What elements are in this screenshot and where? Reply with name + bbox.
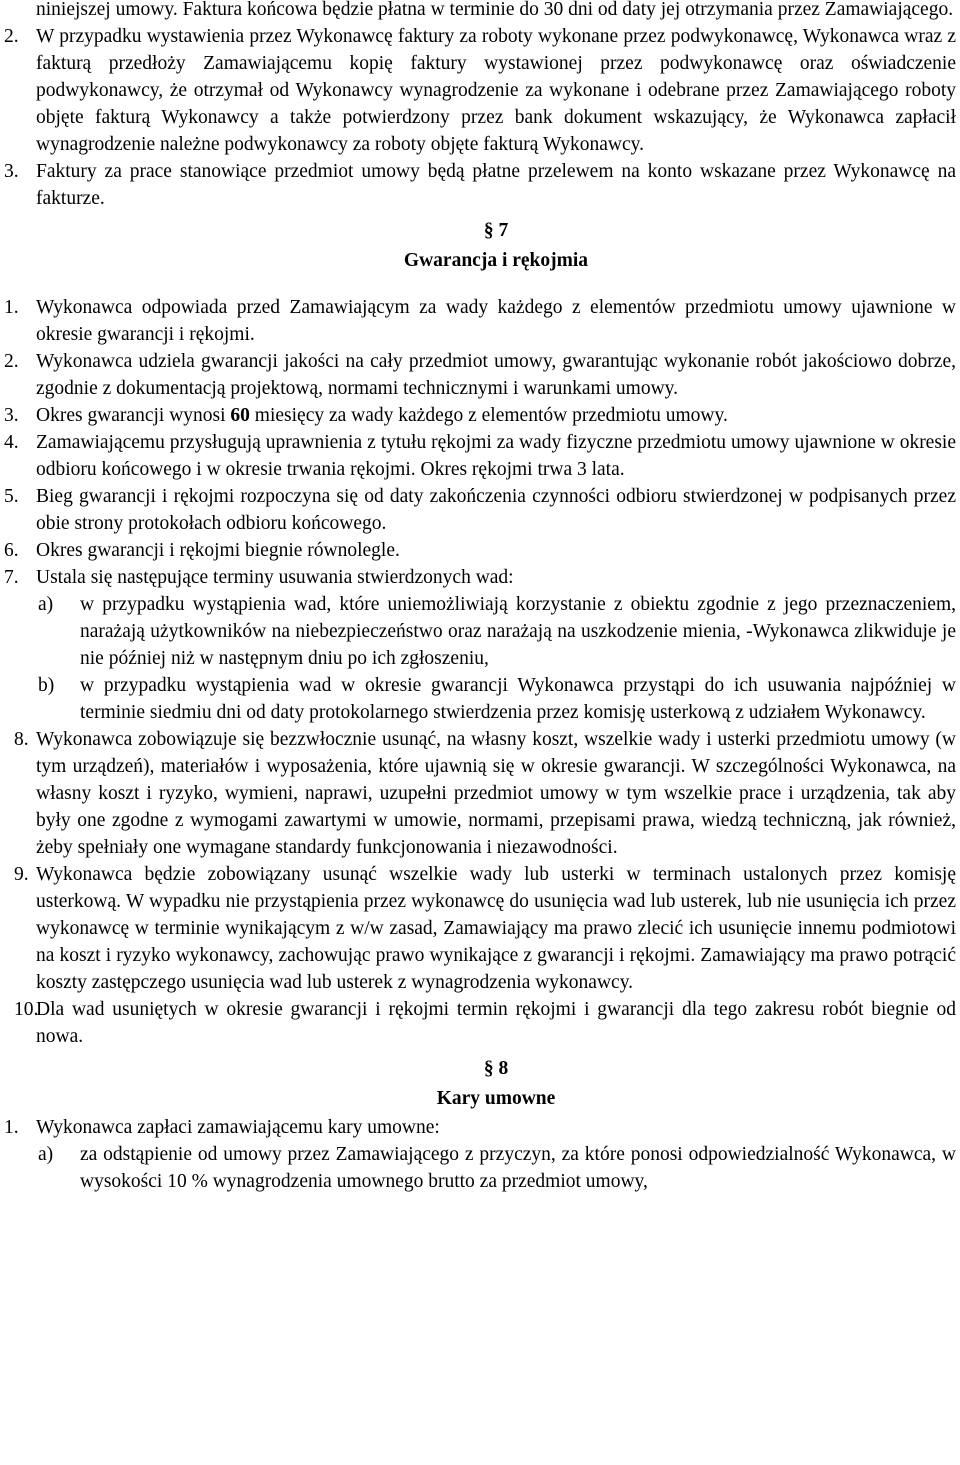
item-text: Wykonawca odpowiada przed Zamawiającym za wady każdego z elementów przedmiotu umowy ujawnione w okresie gwarancji i rękojmi. (36, 297, 956, 345)
item-number: 3. (4, 405, 19, 426)
item-number: 8. (14, 729, 29, 750)
s7-item-6 (4, 537, 956, 564)
s7-item-2 (4, 348, 956, 402)
section-symbol: § 7 (483, 220, 509, 241)
s7-item-10 (14, 996, 956, 1050)
item-text-after: miesięcy za wady każdego z elementów przedmiotu umowy. (249, 405, 728, 426)
s7-item-3 (4, 402, 956, 429)
item-number: 10. (14, 999, 39, 1020)
item-text: Dla wad usuniętych w okresie gwarancji i rękojmi termin rękojmi i gwarancji dla tego zakresu robót biegnie od nowa. (36, 999, 956, 1047)
sub-item-label: a) (38, 594, 54, 615)
s8-sub-item-a (38, 1141, 956, 1195)
item-text: Wykonawca zobowiązuje się bezzwłocznie usunąć, na własny koszt, wszelkie wady i usterki przedmiotu umowy (w tym urządzeń), materiałów i wyposażenia, które ujawnią się w okresie gwarancji. W szczególności Wykonawca, na własny koszt i ryzyko, wymieni, naprawi, uzupełni przedmiot umowy w tym wszelkie prace i urządzenia, tak aby były one zgodne z wymogami zawartymi w umowie, normami, przepisami prawa, wiedzą techniczną, jak również, żeby spełniały one wymagane standardy funkcjonowania i niezawodności. (36, 729, 956, 858)
sub-item-text: w przypadku wystąpienia wad w okresie gwarancji Wykonawca przystąpi do ich usuwania najpóźniej w terminie siedmiu dni od daty protokolarnego stwierdzenia przez komisję usterkową z udziałem Wykonawcy. (80, 675, 956, 723)
item-number: 2. (4, 351, 19, 372)
s7-item-1 (4, 294, 956, 348)
sub-item-label: a) (38, 1144, 54, 1165)
item-text-before: Okres gwarancji wynosi (36, 405, 231, 426)
sub-item-label: b) (38, 675, 55, 696)
item-text: Faktury za prace stanowiące przedmiot umowy będą płatne przelewem na konto wskazane przez Wykonawcę na fakturze. (36, 161, 956, 209)
section-title: Kary umowne (436, 1088, 556, 1109)
item-number: 1. (4, 1117, 19, 1138)
item-number: 6. (4, 540, 19, 561)
item-number: 1. (4, 297, 19, 318)
warranty-months: 60 (230, 405, 250, 426)
section-7-heading (36, 216, 956, 276)
s7-sub-item-b (38, 672, 956, 726)
item-text: Ustala się następujące terminy usuwania stwierdzonych wad: (36, 567, 514, 588)
intro-item-2 (4, 23, 956, 158)
item-text: Bieg gwarancji i rękojmi rozpoczyna się od daty zakończenia czynności odbioru stwierdzonej w podpisanych przez obie strony protokołach odbioru końcowego. (36, 486, 956, 534)
item-number: 3. (4, 161, 19, 182)
section-8-heading (36, 1054, 956, 1114)
section-symbol: § 8 (483, 1058, 509, 1079)
s7-sub-item-a (38, 591, 956, 672)
s8-item-1 (4, 1114, 956, 1141)
s7-item-4 (4, 429, 956, 483)
sub-item-text: w przypadku wystąpienia wad, które uniemożliwiają korzystanie z obiektu zgodnie z jego przeznaczeniem, narażają użytkowników na niebezpieczeństwo oraz narażają na uszkodzenie mienia, -Wykonawca zlikwiduje je nie później niż w następnym dniu po ich zgłoszeniu, (80, 594, 956, 669)
s7-item-8 (14, 726, 956, 861)
s7-item-5 (4, 483, 956, 537)
sub-item-text: za odstąpienie od umowy przez Zamawiającego z przyczyn, za które ponosi odpowiedzialność Wykonawca, w wysokości 10 % wynagrodzenia umownego brutto za przedmiot umowy, (80, 1144, 956, 1192)
s7-item-9 (14, 861, 956, 996)
item-text: W przypadku wystawienia przez Wykonawcę faktury za roboty wykonane przez podwykonawcę, Wykonawca wraz z fakturą przedłoży Zamawiającemu kopię faktury wystawionej przez podwykonawcę oraz oświadczenie podwykonawcy, że otrzymał od Wykonawcy wynagrodzenie za wykonane i odebrane przez Zamawiającego roboty objęte fakturą Wykonawcy a także potwierdzony przez bank dokument wskazujący, że Wykonawca zapłacił wynagrodzenie należne podwykonawcy za roboty objęte fakturą Wykonawcy. (36, 26, 956, 155)
paragraph-continuation: niniejszej umowy. Faktura końcowa będzie płatna w terminie do 30 dni od daty jej otrzymania przez Zamawiającego. (36, 0, 954, 20)
item-text: Wykonawca zapłaci zamawiającemu kary umowne: (36, 1117, 440, 1138)
item-text: Wykonawca udziela gwarancji jakości na cały przedmiot umowy, gwarantując wykonanie robót jakościowo dobrze, zgodnie z dokumentacją projektową, normami technicznymi i warunkami umowy. (36, 351, 956, 399)
section-title: Gwarancja i rękojmia (403, 250, 589, 271)
item-text: Okres gwarancji i rękojmi biegnie równolegle. (36, 540, 400, 561)
item-number: 9. (14, 864, 29, 885)
intro-item-3 (4, 158, 956, 212)
item-text: Wykonawca będzie zobowiązany usunąć wszelkie wady lub usterki w terminach ustalonych przez komisję usterkową. W wypadku nie przystąpienia przez wykonawcę do usunięcia wad lub usterek, lub nie usunięcia ich przez wykonawcę w terminie wynikającym z w/w zasad, Zamawiający ma prawo zlecić ich usunięcie innemu podmiotowi na koszt i ryzyko wykonawcy, zachowując prawo wynikające z gwarancji i rękojmi. Zamawiający ma prawo potrącić koszty zastępczego usunięcia wad lub usterek z wynagrodzenia wykonawcy. (36, 864, 956, 993)
item-number: 4. (4, 432, 19, 453)
item-number: 7. (4, 567, 19, 588)
s7-item-7 (4, 564, 956, 591)
item-text: Zamawiającemu przysługują uprawnienia z tytułu rękojmi za wady fizyczne przedmiotu umowy ujawnione w okresie odbioru końcowego i w okresie trwania rękojmi. Okres rękojmi trwa 3 lata. (36, 432, 956, 480)
item-number: 2. (4, 26, 19, 47)
item-number: 5. (4, 486, 19, 507)
